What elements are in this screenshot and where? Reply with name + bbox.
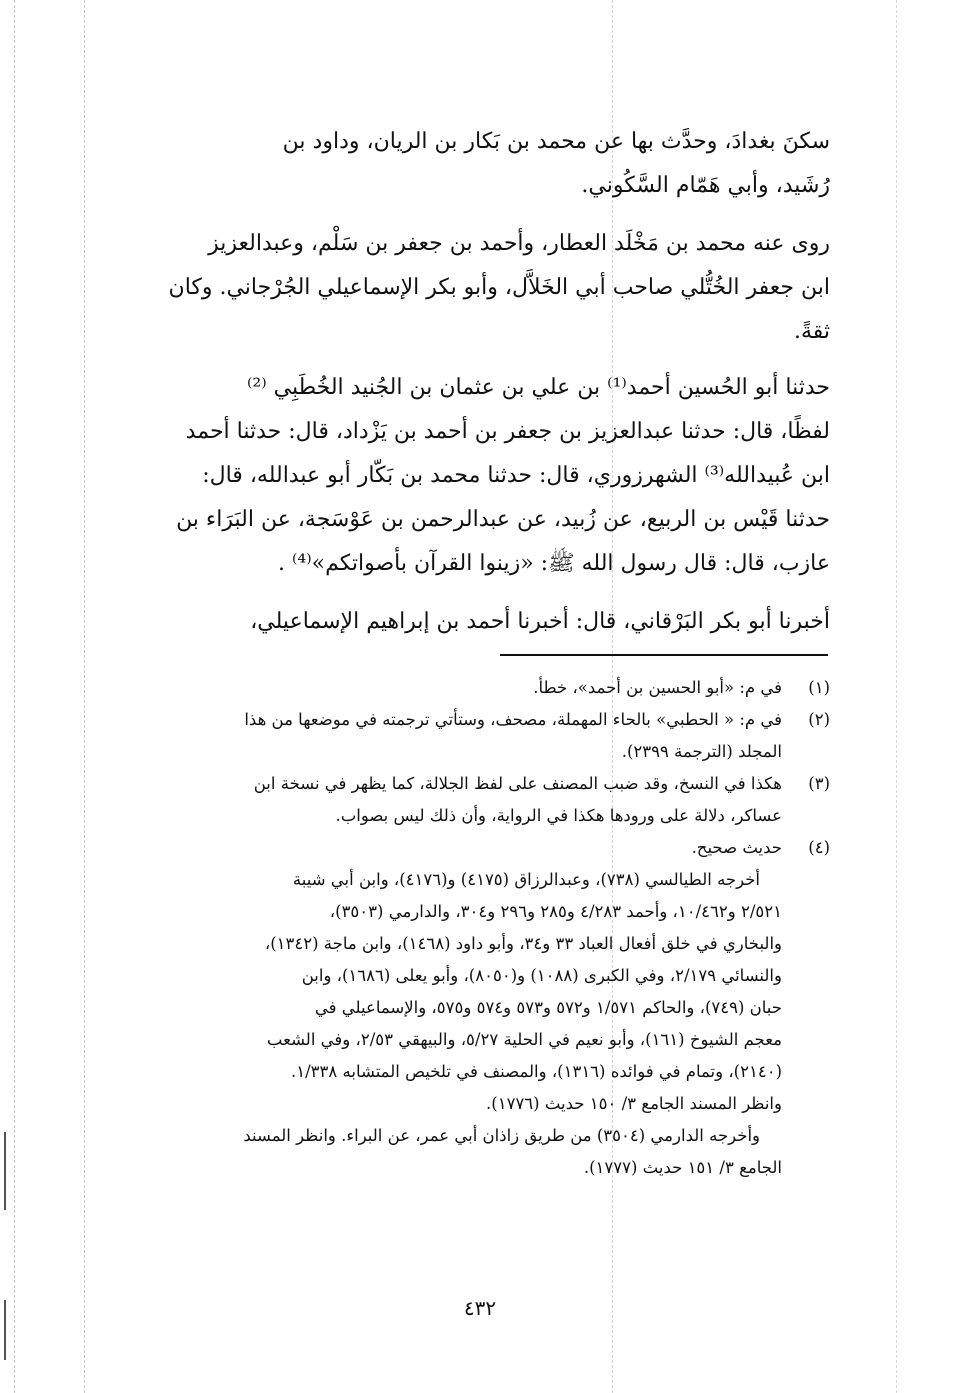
footnote-number: (٤)	[808, 838, 830, 857]
footnote-number: (٢)	[808, 710, 830, 729]
footnotes	[118, 672, 830, 1184]
footnote-number: (٣)	[808, 774, 830, 793]
scan-edge-mark	[4, 1300, 6, 1360]
footnote-text	[118, 832, 782, 864]
footnote-4	[118, 832, 830, 864]
scan-artifact-line	[14, 0, 15, 1393]
footnote-text	[118, 864, 782, 1184]
text-line: روى عنه محمد بن مَخْلَد العطار، وأحمد بن جعفر بن سَلْم، وعبدالعزيز	[208, 231, 830, 256]
footnote-text	[118, 768, 782, 832]
footnote-text	[118, 672, 782, 704]
footnote-line: وأخرجه الدارمي (٣٥٠٤) من طريق زاذان أبي عمر، عن البراء. وانظر المسند	[243, 1126, 760, 1145]
footnote-line: حديث صحيح.	[691, 838, 782, 857]
footnote-2	[118, 704, 830, 768]
footnote-line: حبان (٧٤٩)، والحاكم ١/٥٧١ و٥٧٢ و٥٧٣ و٥٧٤ و٥٧٥، والإسماعيلي في	[314, 998, 782, 1017]
footnote-line: ٢/٥٢١ و١٠/٤٦٢، وأحمد ٤/٢٨٣ و٢٨٥ و٢٩٦ و٣٠٤، والدارمي (٣٥٠٣)،	[329, 902, 782, 921]
text-line: رُشَيد، وأبي هَمّام السَّكُوني.	[581, 173, 830, 198]
footnote-line: والبخاري في خلق أفعال العباد ٣٣ و٣٤، وأبو داود (١٤٦٨)، وابن ماجة (١٣٤٢)،	[264, 934, 782, 953]
page-number: ٤٣٢	[463, 1296, 497, 1320]
text-line: ابن عُبيدالله⁽³⁾ الشهرزوري، قال: حدثنا محمد بن بَكّار أبو عبدالله، قال:	[202, 463, 830, 488]
footnote-number: (١)	[808, 678, 830, 697]
footnote-text	[118, 704, 782, 768]
footnote-line: أخرجه الطيالسي (٧٣٨)، وعبدالرزاق (٤١٧٥) و(٤١٧٦)، وابن أبي شيبة	[292, 870, 760, 889]
text-line: أخبرنا أبو بكر البَرْقاني، قال: أخبرنا أحمد بن إبراهيم الإسماعيلي،	[250, 609, 830, 634]
text-line: حدثنا قَيْس بن الربيع، عن زُبيد، عن عبدالرحمن بن عَوْسَجة، عن البَرَاء بن	[176, 507, 830, 532]
footnote-line: والنسائي ٢/١٧٩، وفي الكبرى (١٠٨٨) و(٨٠٥٠)، وأبو يعلى (١٦٨٦)، وابن	[301, 966, 782, 985]
footnote-line: (٢١٤٠)، وتمام في فوائده (١٣١٦)، والمصنف في تلخيص المتشابه ١/٣٣٨.	[291, 1062, 782, 1081]
footnote-4-continuation	[118, 864, 830, 1184]
footnote-line: وانظر المسند الجامع ٣/ ١٥٠ حديث (١٧٧٦).	[486, 1094, 782, 1113]
footnote-1	[118, 672, 830, 704]
paragraph-isnad	[118, 600, 830, 644]
footnote-line: معجم الشيوخ (١٦١)، وأبو نعيم في الحلية ٥/٢٧، والبيهقي ٢/٥٣، وفي الشعب	[266, 1030, 782, 1049]
footnote-3	[118, 768, 830, 832]
text-line: عازب، قال: قال رسول الله ﷺ: «زينوا القرآن بأصواتكم»⁽⁴⁾ .	[278, 551, 830, 576]
text-line: حدثنا أبو الحُسين أحمد⁽¹⁾ بن علي بن عثمان بن الجُنيد الخُطَبِي ⁽²⁾	[246, 375, 830, 400]
text-line: ابن جعفر الخُتُّلي صاحب أبي الخَلاَّل، وأبو بكر الإسماعيلي الجُرْجاني. وكان	[168, 275, 830, 300]
footnote-line: في م: « الحطبي» بالحاء المهملة، مصحف، وستأتي ترجمته في موضعها من هذا	[244, 710, 782, 729]
paragraph-narrators	[118, 222, 830, 354]
paragraph-hadith	[118, 366, 830, 586]
scan-edge-mark	[4, 1132, 6, 1210]
footnote-separator	[500, 654, 828, 656]
footnote-line: المجلد (الترجمة ٢٣٩٩).	[621, 742, 782, 761]
text-line: سكنَ بغدادَ، وحدَّث بها عن محمد بن بَكار بن الريان، وداود بن	[282, 129, 830, 154]
scan-artifact-line	[84, 0, 85, 1393]
scan-artifact-line	[896, 0, 897, 1393]
footnote-line: الجامع ٣/ ١٥١ حديث (١٧٧٧).	[583, 1158, 782, 1177]
footnote-line: في م: «أبو الحسين بن أحمد»، خطأ.	[533, 678, 782, 697]
footnote-line: هكذا في النسخ، وقد ضبب المصنف على لفظ الجلالة، كما يظهر في نسخة ابن	[253, 774, 782, 793]
paragraph-residence	[118, 120, 830, 208]
footnote-line: عساكر، دلالة على ورودها هكذا في الرواية، وأن ذلك ليس بصواب.	[335, 806, 782, 825]
text-line: ثقةً.	[793, 319, 830, 344]
text-line: لفظًا، قال: حدثنا عبدالعزيز بن جعفر بن أحمد بن يَزْداد، قال: حدثنا أحمد	[185, 419, 830, 444]
